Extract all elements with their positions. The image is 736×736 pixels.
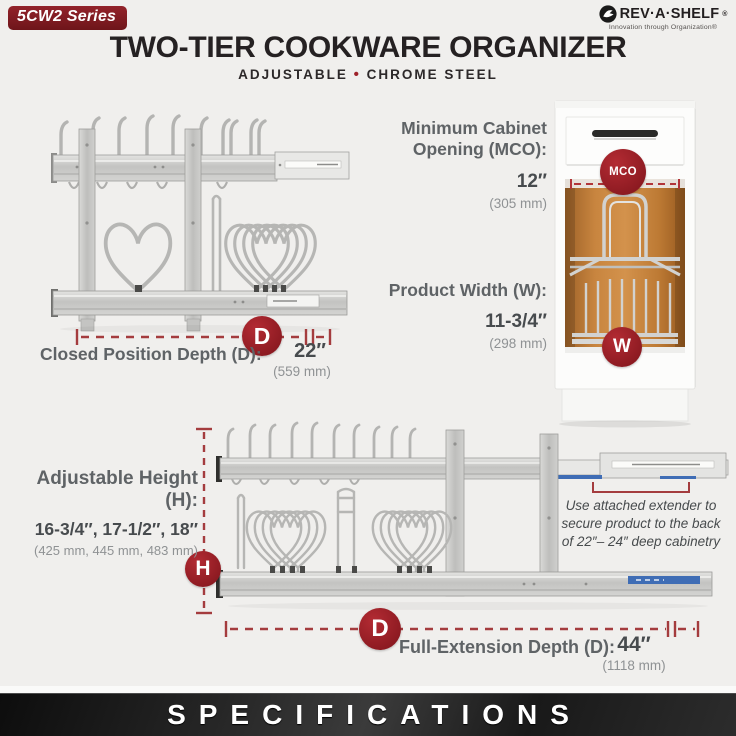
extender-note-line3: of 22″– 24″ deep cabinetry [561, 534, 721, 550]
specifications-bar [0, 693, 736, 736]
support-posts-extended [446, 430, 558, 596]
extender-note [553, 497, 729, 552]
width-badge: W [602, 327, 642, 367]
depth-badge: D [242, 316, 282, 356]
page-subtitle [0, 66, 736, 83]
product-width-label: Product Width (W): [388, 280, 547, 300]
closed-depth-label: Closed Position Depth (D): [40, 344, 262, 364]
subtitle-adjustable: ADJUSTABLE [238, 67, 348, 82]
cabinet-illustration [552, 95, 698, 429]
full-extension-depth-label: Full-Extension Depth (D): [399, 637, 615, 657]
page-title: TWO-TIER COOKWARE ORGANIZER [109, 31, 627, 64]
brand-tagline: Innovation through Organization® [608, 24, 718, 31]
bottom-rail-extended [216, 566, 712, 610]
brand-logo [596, 5, 730, 31]
closed-organizer-illustration [35, 103, 365, 335]
mco-block [375, 118, 547, 211]
top-rail-extended [216, 453, 728, 484]
mco-badge: MCO [600, 149, 646, 195]
adjustable-height-label: Adjustable Height (H): [36, 468, 198, 512]
adjustable-height-block [16, 468, 198, 558]
extender-bracket [592, 482, 690, 493]
mco-metric: (305 mm) [489, 196, 547, 212]
mco-value: 12″ [516, 171, 547, 193]
brand-logo-text: REV·A·SHELF [619, 6, 720, 22]
closed-depth-value: 22″ [294, 340, 326, 362]
extender-note-line1: Use attached extender to [565, 498, 717, 513]
adjustable-height-metric: (425 mm, 445 mm, 483 mm) [34, 542, 198, 558]
brand-logo-reg: ® [722, 10, 728, 18]
product-width-block [375, 280, 547, 351]
subtitle-bullet-icon: • [353, 66, 361, 83]
product-width-value: 11-3/4″ [485, 310, 547, 332]
drawer-handle [592, 130, 658, 137]
height-badge: H [185, 551, 221, 587]
extender-note-line2: secure product to the back [561, 516, 721, 532]
heart-dividers [106, 196, 316, 299]
brand-logo-icon [599, 5, 617, 23]
cabinet-opening [565, 179, 685, 349]
full-extension-depth-metric: (1118 mm) [602, 658, 666, 673]
wire-rack-divider [338, 489, 354, 570]
specifications-title: SPECIFICATIONS [167, 699, 582, 730]
series-badge: 5CW2 Series [8, 6, 127, 30]
subtitle-material: CHROME STEEL [366, 67, 498, 82]
mco-label: Minimum Cabinet Opening (MCO): [401, 118, 547, 159]
closed-depth-metric: (559 mm) [273, 364, 331, 379]
heart-dividers-extended [238, 489, 451, 574]
adjustable-height-value: 16-3/4″, 17-1/2″, 18″ [34, 518, 198, 539]
product-width-metric: (298 mm) [489, 335, 547, 351]
full-extension-depth-badge: D [359, 608, 401, 650]
full-extension-depth-value: 44″ [617, 633, 651, 656]
